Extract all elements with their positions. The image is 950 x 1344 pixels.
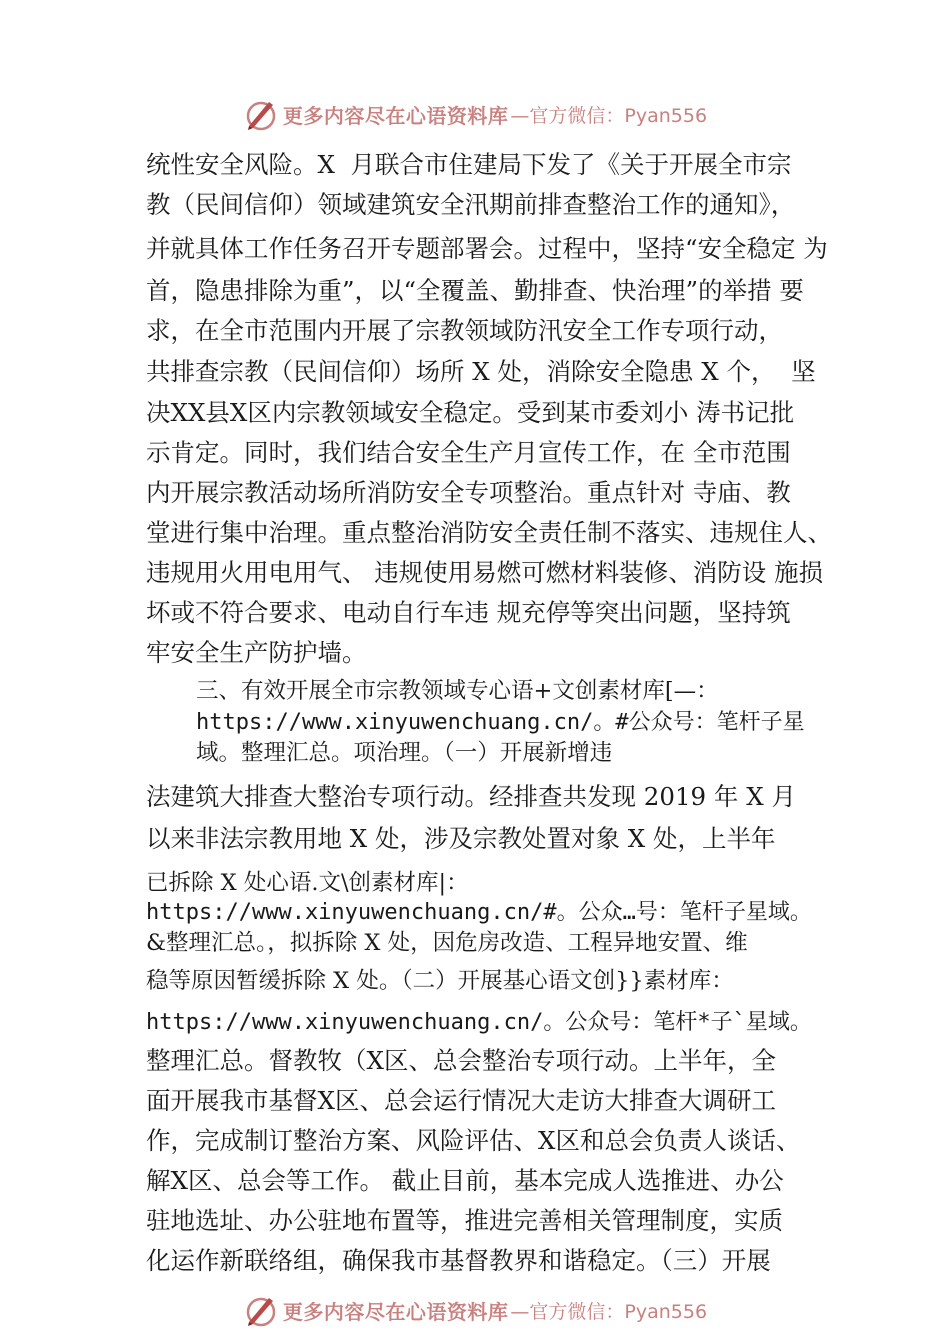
body-line: 稳等原因暂缓拆除 X 处。（二）开展基心语文创}}素材库： [146, 968, 734, 994]
body-line: 坏或不符合要求、电动自行车违 规充停等突出问题，坚持筑 [146, 598, 791, 627]
body-line: 以来非法宗教用地 X 处，涉及宗教处置对象 X 处，上半年 [146, 824, 776, 853]
body-line: 整理汇总。督教牧（X区、总会整治专项行动。上半年，全 [146, 1046, 776, 1075]
body-line: 作，完成制订整治方案、风险评估、X区和总会负责人谈话、 [146, 1126, 801, 1155]
body-line: 教（民间信仰）领域建筑安全汛期前排查整治工作的通知》， [146, 190, 796, 219]
body-line: 驻地选址、办公驻地布置等，推进完善相关管理制度，实质 [146, 1206, 783, 1235]
body-line: 首，隐患排除为重”，以“全覆盖、勤排查、快治理”的举措 要 [146, 276, 804, 305]
footer-banner [0, 1290, 950, 1330]
body-line: 堂进行集中治理。重点整治消防安全责任制不落实、违规住人、 [146, 518, 832, 547]
body-line: 法建筑大排查大整治专项行动。经排查共发现 2019 年 X 月 [146, 782, 796, 811]
body-line: 违规用火用电用气、 违规使用易燃可燃材料装修、消防设 施损 [146, 558, 824, 587]
body-line: 牢安全生产防护墙。 [146, 638, 367, 667]
body-line: 决XX县X区内宗教领域安全稳定。受到某市委刘小 涛书记批 [146, 398, 795, 427]
body-line: 面开展我市基督X区、总会运行情况大走访大排查大调研工 [146, 1086, 776, 1115]
header-brand-text: 更多内容尽在心语资料库 [282, 103, 509, 128]
body-line: &整理汇总。，拟拆除 X 处，因危房改造、工程异地安置、维 [146, 930, 748, 956]
body-line: 统性安全风险。X 月联合市住建局下发了《关于开展全市宗 [146, 150, 792, 179]
pen-logo-icon [243, 1292, 279, 1328]
body-line: 内开展宗教活动场所消防安全专项整治。重点针对 寺庙、教 [146, 478, 791, 507]
header-banner [0, 94, 950, 134]
pen-logo-icon [243, 96, 279, 132]
body-line: 共排查宗教（民间信仰）场所 X 处，消除安全隐患 X 个， 坚 [146, 357, 816, 386]
footer-brand-text: 更多内容尽在心语资料库 [282, 1299, 509, 1324]
section-heading-line: 域。整理汇总。项治理。（一）开展新增违 [196, 740, 613, 766]
body-line: 示肯定。同时，我们结合安全生产月宣传工作，在 全市范围 [146, 438, 791, 467]
body-line: 解X区、总会等工作。 截止目前，基本完成人选推进、办公 [146, 1166, 784, 1195]
url-line: https://www.xinyuwenchuang.cn/。公众号：笔杆*子`星域。 [146, 1010, 812, 1035]
body-line: 求，在全市范围内开展了宗教领域防汛安全工作专项行动， [146, 316, 783, 345]
header-wechat-text: —官方微信：Pyan556 [510, 104, 708, 127]
body-line: 化运作新联络组，确保我市基督教界和谐稳定。（三）开展 [146, 1246, 771, 1275]
body-line: 已拆除 X 处心语.文\创素材库|： [146, 870, 469, 896]
body-line: 并就具体工作任务召开专题部署会。过程中，坚持“安全稳定 为 [146, 234, 828, 263]
url-line: https://www.xinyuwenchuang.cn/。#公众号：笔杆子星 [196, 710, 805, 735]
url-line: https://www.xinyuwenchuang.cn/#。公众…号：笔杆子星域。 [146, 900, 812, 925]
section-heading-line: 三、有效开展全市宗教领域专心语+文创素材库[—： [196, 678, 719, 704]
footer-wechat-text: —官方微信：Pyan556 [510, 1300, 708, 1323]
